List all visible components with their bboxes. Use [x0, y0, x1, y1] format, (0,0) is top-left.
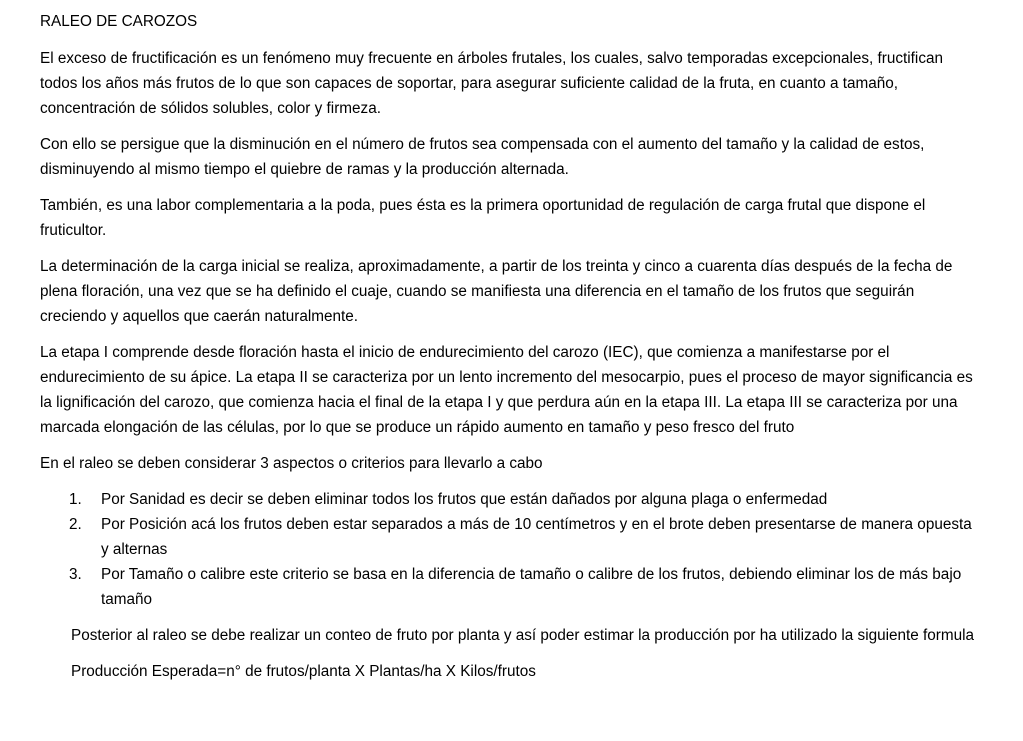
list-item-number: 2.	[69, 516, 82, 533]
document-title: RALEO DE CAROZOS	[40, 13, 198, 30]
list-item-number: 3.	[69, 566, 82, 583]
list-item-text: Por Posición acá los frutos deben estar separados a más de 10 centímetros y en el brote deben presentarse de manera opuesta y alternas	[101, 516, 972, 558]
criteria-list	[40, 487, 983, 612]
paragraph-initial-load: La determinación de la carga inicial se realiza, aproximadamente, a partir de los treinta y cinco a cuarenta días después de la fecha de plena floración, una vez que se ha definido el cuaje, cuando se manifiesta una diferencia en el tamaño de los frutos que seguirán creciendo y aquellos que caerán naturalmente.	[40, 258, 953, 325]
paragraph-fructification: El exceso de fructificación es un fenómeno muy frecuente en árboles frutales, los cuales, salvo temporadas excepcionales, fructifican todos los años más frutos de lo que son capaces de soportar, para asegurar suficiente calidad de la fruta, en cuanto a tamaño, concentración de sólidos solubles, color y firmeza.	[40, 50, 943, 117]
paragraph-post-thinning: Posterior al raleo se debe realizar un conteo de fruto por planta y así poder estimar la producción por ha utilizado la siguiente formula	[71, 627, 975, 644]
paragraph-pruning: También, es una labor complementaria a la poda, pues ésta es la primera oportunidad de regulación de carga frutal que dispone el fruticultor.	[40, 197, 926, 239]
list-item-text: Por Sanidad es decir se deben eliminar todos los frutos que están dañados por alguna plaga o enfermedad	[101, 491, 828, 508]
list-item-number: 1.	[69, 491, 82, 508]
list-item	[40, 512, 983, 562]
formula: Producción Esperada=n° de frutos/planta X Plantas/ha X Kilos/frutos	[71, 663, 536, 680]
list-item	[40, 562, 983, 612]
paragraph-stages: La etapa I comprende desde floración hasta el inicio de endurecimiento del carozo (IEC), que comienza a manifestarse por el endurecimiento de su ápice. La etapa II se caracteriza por un lento incremento del mesocarpio, pues el proceso de mayor significancia es la lignificación del carozo, que comienza hacia el final de la etapa I y que perdura aún en la etapa III. La etapa III se caracteriza por una marcada elongación de las células, por lo que se produce un rápido aumento en tamaño y peso fresco del fruto	[40, 344, 973, 436]
list-item	[40, 487, 983, 512]
list-item-text: Por Tamaño o calibre este criterio se basa en la diferencia de tamaño o calibre de los frutos, debiendo eliminar los de más bajo tamaño	[101, 566, 962, 608]
paragraph-purpose: Con ello se persigue que la disminución en el número de frutos sea compensada con el aumento del tamaño y la calidad de estos, disminuyendo al mismo tiempo el quiebre de ramas y la producción alternada.	[40, 136, 925, 178]
paragraph-criteria-intro: En el raleo se deben considerar 3 aspectos o criterios para llevarlo a cabo	[40, 455, 543, 472]
